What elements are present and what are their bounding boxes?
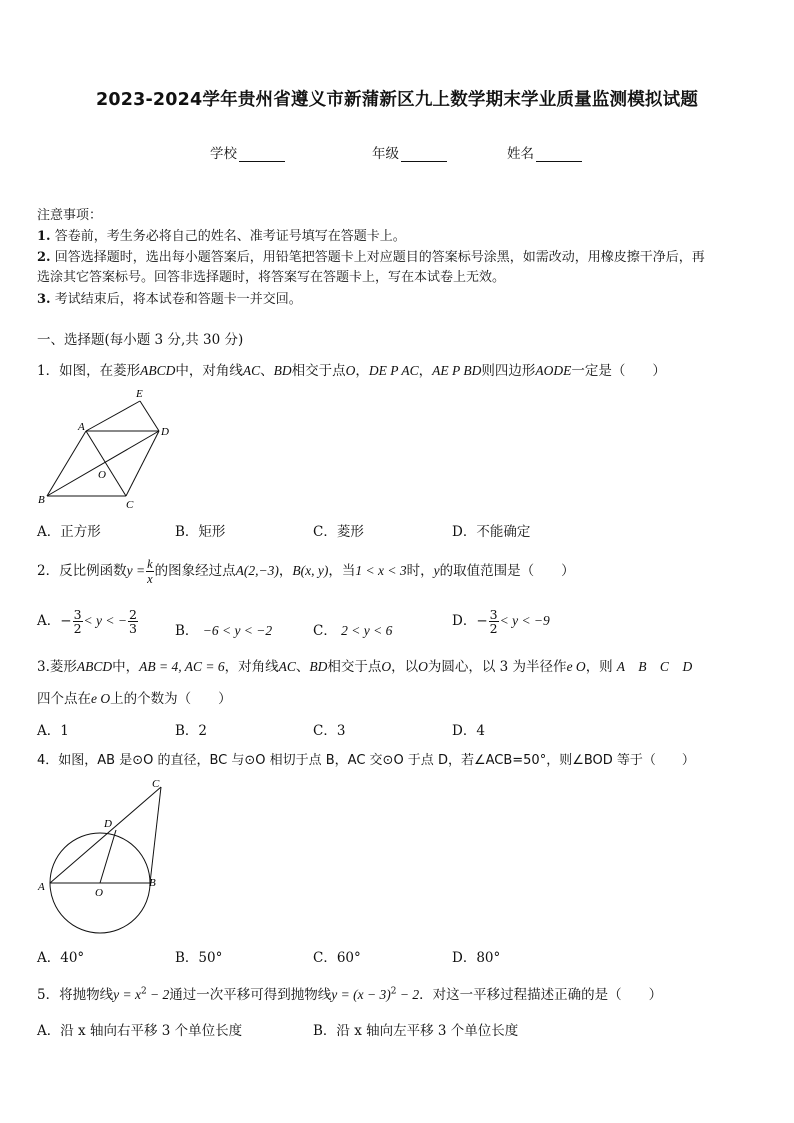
q4-option-b[interactable]: B．50° xyxy=(175,950,223,966)
note-2-num: 2. xyxy=(37,250,51,265)
q2-opt-a-label: A． xyxy=(37,613,61,629)
q2-opt-a-num-1: 3 xyxy=(73,607,82,622)
q2-opt-b-label: B． xyxy=(175,623,199,639)
q1-o: O xyxy=(345,363,356,378)
q3-option-a[interactable]: A．1 xyxy=(37,723,69,739)
q2-opt-c-expr: 2 < y < 6 xyxy=(341,623,393,638)
q4-option-c[interactable]: C．60° xyxy=(313,950,361,966)
q1-bd: BD xyxy=(273,363,292,378)
label-d: D xyxy=(104,818,112,830)
q2-option-d[interactable] xyxy=(452,608,550,635)
q1-text-4: 则四边形 xyxy=(481,363,536,379)
q1-de-pac: DE P AC xyxy=(368,363,419,378)
question-1 xyxy=(37,359,666,379)
label-e: E xyxy=(136,388,143,400)
q4-option-d[interactable]: D．80° xyxy=(452,950,501,966)
q2-opt-b-expr: −6 < y < −2 xyxy=(202,623,273,638)
grade-blank[interactable] xyxy=(401,147,447,162)
school-field[interactable] xyxy=(210,142,285,162)
q2-comma: ， xyxy=(278,563,293,579)
q3-circle-o-2: e O xyxy=(91,691,111,706)
q3-line2-text-1: 四个点在 xyxy=(37,691,91,707)
label-b: B xyxy=(38,494,45,506)
note-2a xyxy=(37,246,705,265)
note-3-num: 3. xyxy=(37,292,51,307)
question-3-line-1 xyxy=(37,655,692,675)
q5-option-b[interactable]: B．沿 x 轴向左平移 3 个单位长度 xyxy=(313,1023,519,1039)
q2-text-5: 的取值范围是（ ） xyxy=(439,563,575,579)
label-a: A xyxy=(38,881,45,893)
q2-option-b[interactable] xyxy=(175,619,272,639)
q2-y-eq: y = xyxy=(126,563,146,578)
label-c: C xyxy=(126,499,134,510)
q3-option-b[interactable]: B．2 xyxy=(175,723,208,739)
notes-heading: 注意事项： xyxy=(37,208,103,223)
q1-text-2: 中，对角线 xyxy=(175,363,243,379)
page-title: 2023-2024学年贵州省遵义市新蒲新区九上数学期末学业质量监测模拟试题 xyxy=(95,90,699,110)
q2-opt-a-frac-1 xyxy=(73,608,83,635)
q3-ac: AC xyxy=(278,659,296,674)
q2-point-a: A(2,−3) xyxy=(235,563,279,578)
q3-bd: BD xyxy=(309,659,328,674)
q2-text-3: ，当 xyxy=(328,563,356,579)
question-2 xyxy=(37,557,575,586)
q2-text-1: 2．反比例函数 xyxy=(37,563,127,579)
q5-text-1: 5．将抛物线 xyxy=(37,987,114,1003)
q2-text-4: 时， xyxy=(406,563,434,579)
q2-opt-a-neg: − xyxy=(60,613,72,629)
note-2a-text: 回答选择题时，选出每小题答案后，用铅笔把答题卡上对应题目的答案标号涂黑，如需改动，用橡皮擦干净后，再 xyxy=(54,250,705,265)
label-a: A xyxy=(78,421,85,433)
q1-ac: AC xyxy=(242,363,261,378)
q2-opt-a-frac-2 xyxy=(128,608,138,635)
q5-sup-2: 2 xyxy=(390,986,397,997)
q2-opt-d-label: D．− xyxy=(452,613,488,629)
q1-text-5: 一定是（ ） xyxy=(571,363,666,379)
q2-opt-d-expr: < y < −9 xyxy=(499,613,550,628)
label-b: B xyxy=(149,877,156,889)
q3-o-2: O xyxy=(418,659,428,674)
q1-abcd: ABCD xyxy=(140,363,176,378)
q1-text-1: 1．如图，在菱形 xyxy=(37,363,141,379)
school-label: 学校 xyxy=(210,146,237,162)
q5-expr-2b: − 2 xyxy=(396,987,420,1002)
note-1-text: 答卷前，考生务必将自己的姓名、准考证号填写在答题卡上。 xyxy=(54,229,406,244)
school-blank[interactable] xyxy=(239,147,285,162)
q5-option-a[interactable]: A．沿 x 轴向右平移 3 个单位长度 xyxy=(37,1023,243,1039)
name-blank[interactable] xyxy=(536,147,582,162)
q2-text-2: 的图象经过点 xyxy=(154,563,236,579)
question-4: 4．如图，AB 是⊙O 的直径，BC 与⊙O 相切于点 B，AC 交⊙O 于点 D，若∠ACB=50°，则∠BOD 等于（ ） xyxy=(37,753,695,768)
q5-sup-1: 2 xyxy=(140,986,147,997)
q2-opt-a-den-1: 2 xyxy=(73,621,82,636)
q1-option-a[interactable]: A．正方形 xyxy=(37,524,101,540)
segment-ae xyxy=(86,401,140,431)
q2-point-b: B(x, y) xyxy=(292,563,329,578)
q2-opt-a-mid: < y < − xyxy=(83,613,127,628)
q1-comma-2: ， xyxy=(418,363,433,379)
q2-range: 1 < x < 3 xyxy=(355,563,407,578)
q1-option-d[interactable]: D．不能确定 xyxy=(452,524,531,540)
q1-aode: AODE xyxy=(535,363,572,378)
note-3-text: 考试结束后，将本试卷和答题卡一并交回。 xyxy=(54,292,302,307)
q5-expr-2: y = (x − 3) xyxy=(331,987,391,1002)
q5-expr-1: y = x xyxy=(113,987,141,1002)
q2-k: k xyxy=(147,557,153,571)
segment-ed xyxy=(140,401,159,431)
name-field[interactable] xyxy=(507,142,582,162)
q2-fraction xyxy=(146,557,154,586)
q3-option-c[interactable]: C．3 xyxy=(313,723,346,739)
q2-opt-a-den-2: 3 xyxy=(128,621,137,636)
q1-option-c[interactable]: C．菱形 xyxy=(313,524,364,540)
q2-opt-d-num: 3 xyxy=(489,607,498,622)
question-5 xyxy=(37,983,662,1003)
note-3 xyxy=(37,288,302,307)
q3-text-7: ，则 xyxy=(585,659,613,675)
q2-x: x xyxy=(147,572,153,586)
note-2b: 选涂其它答案标号。回答非选择题时，将答案写在答题卡上，写在本试卷上无效。 xyxy=(37,270,506,285)
q1-sep: 、 xyxy=(260,363,274,379)
note-1-num: 1. xyxy=(37,229,51,244)
q2-y: y xyxy=(433,563,440,578)
q3-text-3: ，对角线 xyxy=(224,659,279,675)
label-o: O xyxy=(98,469,106,481)
label-d: D xyxy=(161,426,169,438)
q3-circle-o: e O xyxy=(566,659,586,674)
q2-option-a[interactable] xyxy=(37,608,139,635)
q3-abcd: ABCD xyxy=(76,659,113,674)
q3-line2-text-2: 上的个数为（ ） xyxy=(110,691,232,707)
q4-circle-figure xyxy=(34,772,174,936)
q1-text-3: 相交于点 xyxy=(291,363,346,379)
q3-option-d[interactable]: D．4 xyxy=(452,723,485,739)
label-o: O xyxy=(95,887,103,899)
q3-text-1: 3.菱形 xyxy=(37,659,77,675)
q2-opt-d-den: 2 xyxy=(489,621,498,636)
q2-opt-a-num-2: 2 xyxy=(128,607,137,622)
q3-o: O xyxy=(381,659,392,674)
edge-ba xyxy=(47,431,86,496)
q1-ae-pbd: AE P BD xyxy=(432,363,482,378)
q5-text-3: ．对这一平移过程描述正确的是（ ） xyxy=(419,987,663,1003)
grade-field[interactable] xyxy=(372,142,447,162)
section-heading: 一、选择题(每小题 3 分,共 30 分) xyxy=(37,332,244,348)
grade-label: 年级 xyxy=(372,146,399,162)
q3-condition: AB = 4, AC = 6 xyxy=(139,659,225,674)
q3-text-2: 中， xyxy=(112,659,140,675)
q1-rhombus-figure xyxy=(34,386,174,510)
q2-option-c[interactable] xyxy=(313,619,392,639)
q3-text-6: 为圆心，以 3 为半径作 xyxy=(427,659,567,675)
diagonal-ac xyxy=(86,431,126,496)
label-c: C xyxy=(152,778,160,790)
q3-text-5: ，以 xyxy=(391,659,419,675)
q1-comma: ， xyxy=(355,363,369,379)
note-1 xyxy=(37,225,406,244)
q2-opt-c-label: C． xyxy=(313,623,337,639)
q3-sep: 、 xyxy=(295,659,310,675)
name-label: 姓名 xyxy=(507,146,534,162)
segment-ac xyxy=(50,787,161,883)
q3-points: A B C D xyxy=(616,659,693,674)
q3-text-4: 相交于点 xyxy=(327,659,382,675)
tangent-bc xyxy=(150,787,161,883)
q2-opt-d-frac xyxy=(489,608,499,635)
q1-option-b[interactable]: B．矩形 xyxy=(175,524,226,540)
q5-text-2: 通过一次平移可得到抛物线 xyxy=(169,987,332,1003)
q5-expr-1b: − 2 xyxy=(146,987,170,1002)
q4-option-a[interactable]: A．40° xyxy=(37,950,85,966)
question-3-line-2 xyxy=(37,687,232,707)
